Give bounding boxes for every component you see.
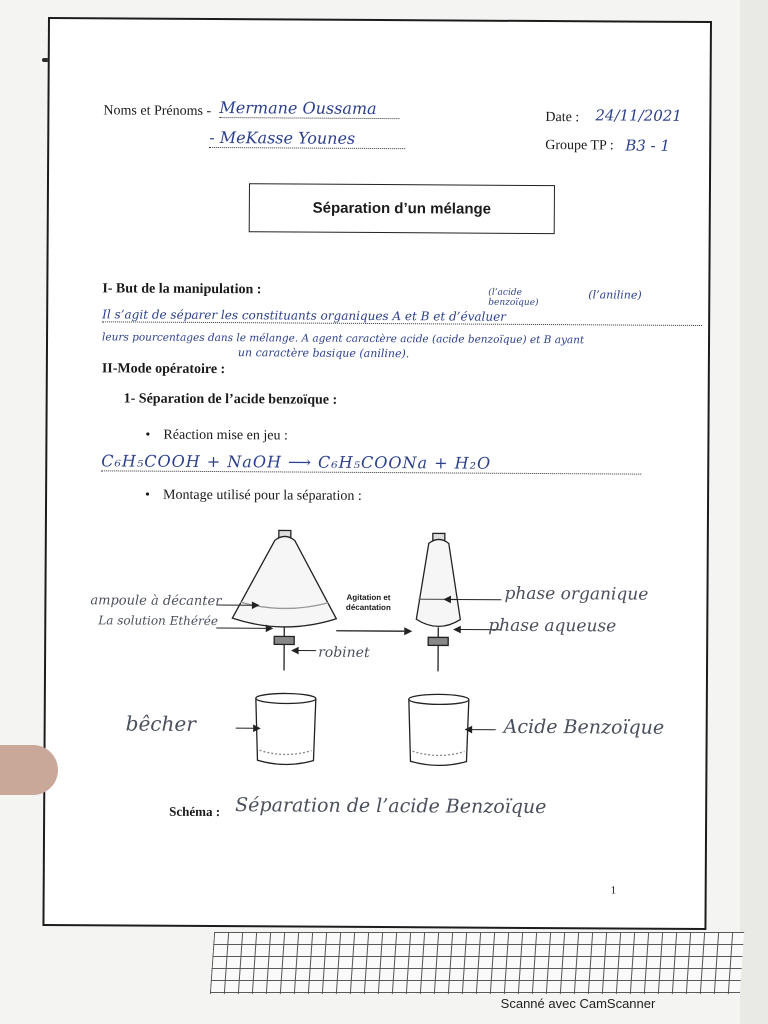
label-phase-aqueuse: phase aqueuse — [488, 615, 617, 637]
subsection-1-heading: 1- Séparation de l’acide benzoïque : — [123, 391, 338, 408]
scanner-watermark: Scanné avec CamScanner — [500, 996, 656, 1011]
goal-line-1: Il s’agit de séparer les constituants organiques A et B et d’évaluer — [102, 307, 702, 326]
label-solution: La solution Ethérée — [98, 613, 219, 629]
grid-paper-background — [210, 932, 744, 994]
funnel-right — [416, 533, 461, 671]
name-1: Mermane Oussama — [219, 98, 399, 119]
page-title: Séparation d’un mélange — [249, 183, 555, 234]
note-aniline: (l’aniline) — [588, 288, 642, 302]
label-robinet: robinet — [318, 644, 370, 661]
agitation-label: Agitation et décantation — [345, 592, 391, 613]
schema-label: Schéma : — [169, 803, 221, 820]
group-value: B3 - 1 — [625, 136, 670, 155]
reaction-label: • Réaction mise en jeu : — [163, 428, 288, 445]
goal-line-2: leurs pourcentages dans le mélange. A agent caractère acide (acide benzoïque) et B ayant — [102, 331, 585, 347]
label-acide-benzoique: Acide Benzoïque — [503, 715, 665, 739]
name-2: - MeKasse Younes — [209, 128, 405, 149]
date-label: Date : — [545, 110, 580, 126]
beaker-right — [408, 694, 468, 765]
note-acide: (l’acide benzoïque) — [488, 287, 539, 309]
section-2-heading: II-Mode opératoire : — [101, 361, 226, 378]
label-ampoule: ampoule à décanter — [90, 593, 222, 610]
thumb — [0, 745, 58, 795]
reaction-equation: C₆H₅COOH + NaOH ⟶ C₆H₅COONa + H₂O — [101, 451, 641, 474]
montage-label: • Montage utilisé pour la séparation : — [163, 488, 362, 505]
group-label: Groupe TP : — [545, 138, 614, 154]
background-edge — [740, 0, 768, 1024]
names-label: Noms et Prénoms - — [103, 103, 212, 119]
section-1-heading: I- But de la manipulation : — [102, 281, 262, 298]
beaker-left — [255, 693, 315, 764]
label-phase-organique: phase organique — [504, 583, 649, 605]
date-value: 24/11/2021 — [595, 106, 682, 125]
label-becher: bêcher — [125, 711, 196, 736]
page-number: 1 — [610, 884, 617, 897]
document-page — [42, 17, 712, 930]
goal-line-3: un caractère basique (aniline). — [237, 346, 410, 361]
schema-text: Séparation de l’acide Benzoïque — [235, 794, 547, 819]
